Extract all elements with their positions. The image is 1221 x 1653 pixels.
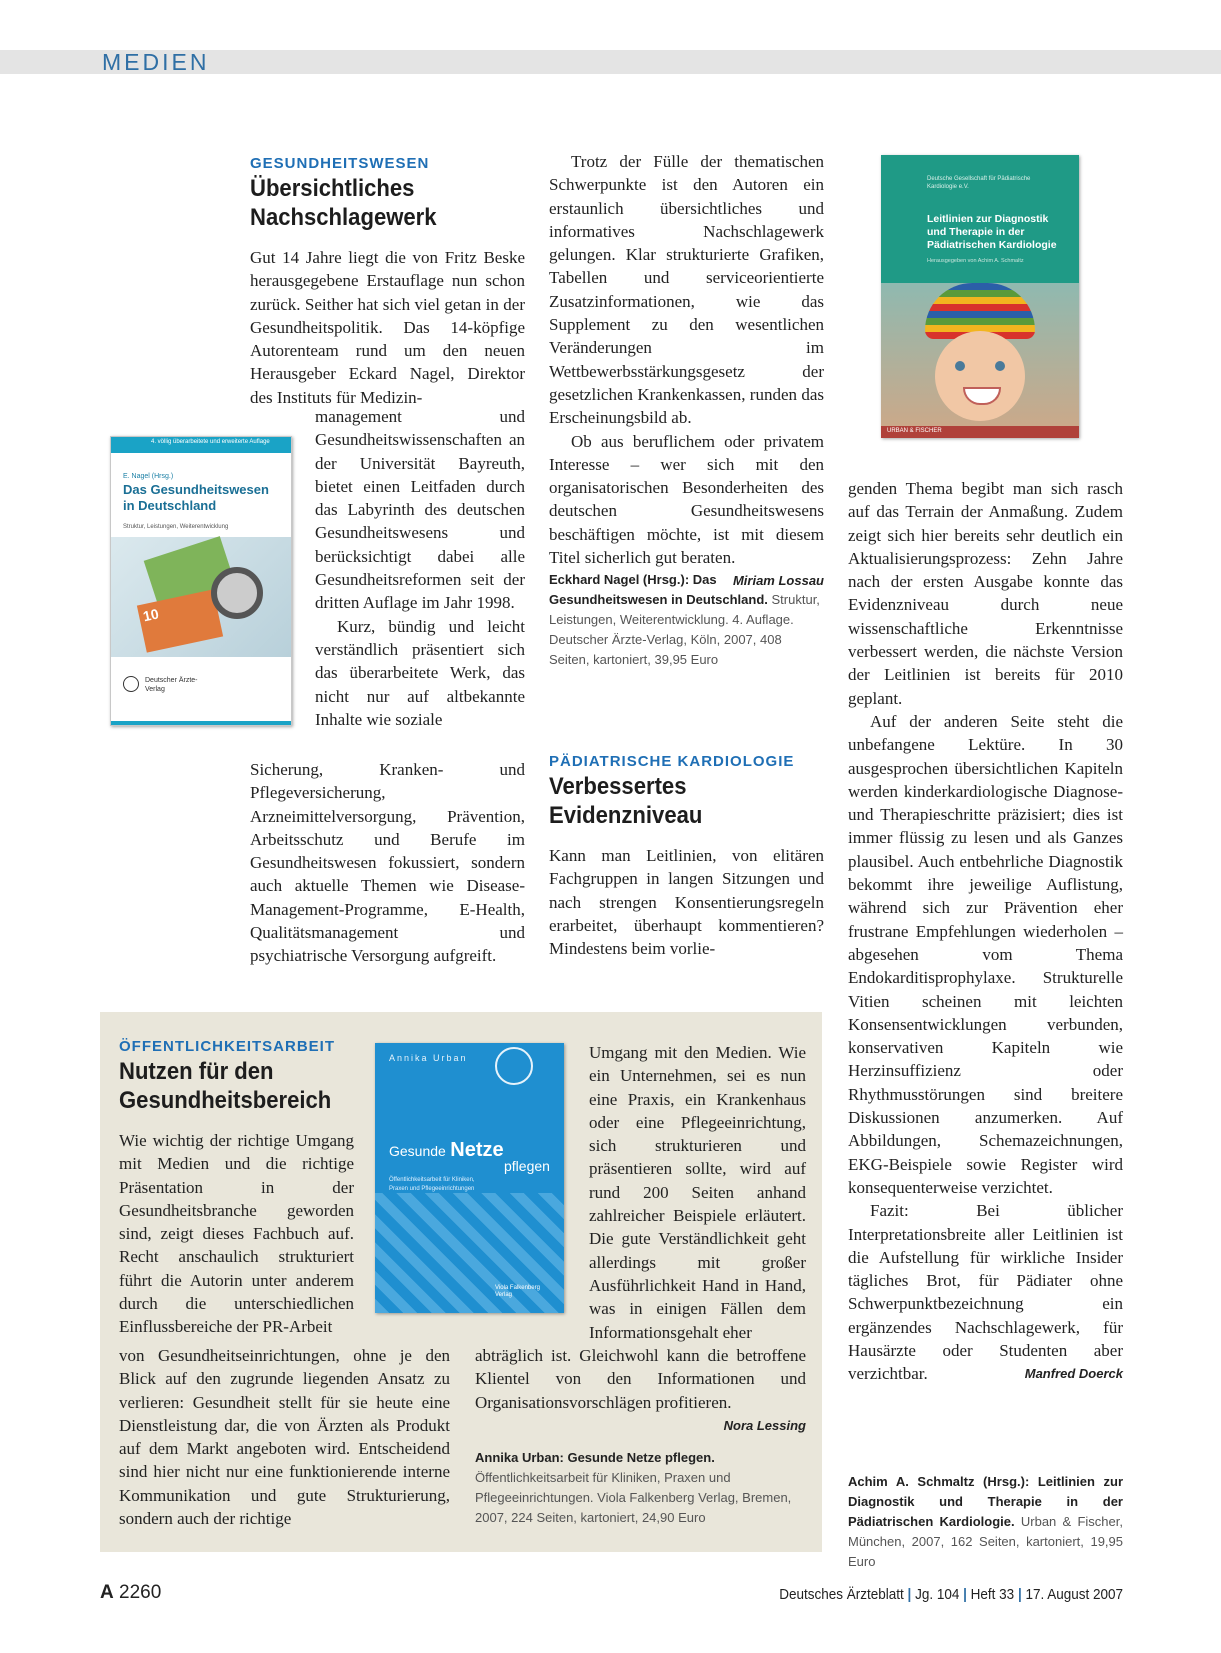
cover3-publisher: Viola Falkenberg Verlag <box>495 1285 540 1298</box>
article1-reference <box>549 570 824 670</box>
page-number-value: 2260 <box>119 1582 162 1603</box>
cover3-title-c: pflegen <box>504 1158 550 1174</box>
article1-ref-bold: Eckhard Nagel (Hrsg.): Das Gesundheitswesen in Deutschland. <box>549 572 768 607</box>
article3-para-3: Umgang mit den Medien. Wie ein Unternehmen, sei es nun eine Praxis, ein Krankenhaus oder eine Pflegeeinrichtung, sich strukturieren und präsentieren sollte, wird auf rund 200 Seiten anhand zahlreicher Beispiele erläutert. Die gute Verständlichkeit geht allerdings mit großer Ausführlichkeit Hand in Hand, was in einigen Fällen dem Informationsgehalt eher <box>589 1043 806 1342</box>
article3-ref-rest: Öffentlichkeitsarbeit für Kliniken, Praxen und Pflegeeinrichtungen. Viola Falkenberg Verlag, Bremen, 2007, 224 Seiten, kartoniert, 24,90 Euro <box>475 1470 792 1525</box>
article-oeffentlichkeitsarbeit <box>119 1038 354 1339</box>
book-cover-gesunde-netze <box>375 1043 564 1313</box>
article2-ref-bold: Achim A. Schmaltz (Hrsg.): Leitlinien zur Diagnostik und Therapie in der Pädiatrischen Kardiologie. <box>848 1474 1123 1529</box>
article1-body-b <box>315 405 525 731</box>
cover3-subtitle: Öffentlichkeitsarbeit für Kliniken, Praxen und Pflegeeinrichtungen <box>389 1177 475 1192</box>
child-eye-right <box>995 361 1005 371</box>
article1-para-6-text: Ob aus beruflichem oder privatem Interesse – wer sich mit den organisatorischen Besonderheiten des deutschen Gesundheitswesens beschäftigen möchte, ist mit diesem Titel sicherlich gut beraten. <box>549 431 824 568</box>
article3-body-c <box>589 1041 806 1344</box>
article3-body-a <box>119 1129 354 1339</box>
cover3-logo-icon <box>495 1047 533 1085</box>
article1-para-1: Gut 14 Jahre liegt die von Fritz Beske herausgegebene Erstauflage nun schon zurück. Seither hat sich viel getan in der Gesundheitspolitik. Das 14-köpfige Autorenteam rund um den neuen Herausgeber Eckard Nagel, Direktor des Instituts für Medizin- <box>250 248 525 407</box>
article-gesundheitswesen <box>250 155 525 409</box>
article3-para-2: von Gesundheitseinrichtungen, ohne je den Blick auf den zugrunde liegenden Ansatz zu verlieren: Gesundheit stellt für sie heute eine Dienstleistung dar, die von Ärzten als Produkt auf dem Markt angeboten wird. Entscheidend sind hier nicht nur eine funktionierende interne Kommunikation und gute Strukturierung, sondern auch der richtige <box>119 1346 450 1529</box>
section-label: MEDIEN <box>102 49 210 75</box>
article2-para-4 <box>848 1199 1123 1385</box>
article1-para-2: management und Gesundheitswissenschaften an der Universität Bayreuth, bietet einen Leitfaden durch das Labyrinth des deutschen Gesundheitswesens und berücksichtigt dabei alle Gesundheitsreformen seit der dritten Auflage im Jahr 1998. <box>315 407 525 613</box>
article1-kicker: GESUNDHEITSWESEN <box>250 155 430 172</box>
article1-para-6 <box>549 430 824 589</box>
journal-name: Deutsches Ärzteblatt <box>779 1586 904 1603</box>
banknote-orange: 10 <box>137 589 223 652</box>
separator-icon: | <box>1017 1586 1022 1603</box>
article2-para-3: Auf der anderen Seite steht die unbefangene Lektüre. In 30 ausgesprochen übersichtlichen Kapiteln werden kinderkardiologische Diagnose- und Therapieschritte präzisiert; dies ist immer flüssig zu lesen und als Ganzes plausibel. Auch entbehrliche Diagnostik bekommt ihre jeweilige Auflistung, während sich zur Prävention eher frustrane Empfehlungen wiederholen – abgesehen vom Thema Endokarditisprophylaxe. Strukturelle Vitien scheinen mit leichten Konsensentwicklungen verbunden, konservativen Kapiteln wie Herzinsuffizienz oder Rhythmusstörungen sind breitere Diskussionen anzumerken. Auf Abbildungen, Schemazeichnungen, EKG-Beispiele sowie Register wird konsequenterweise verzichtet. <box>848 711 1123 1197</box>
cover1-footer <box>111 662 291 725</box>
article3-ref-bold: Annika Urban: Gesunde Netze pflegen. <box>475 1450 715 1465</box>
article1-author: Miriam Lossau <box>732 573 824 589</box>
cover3-author: Annika Urban <box>389 1053 468 1063</box>
article2-para-2: genden Thema begibt man sich rasch auf das Terrain der Anmaßung. Zudem zeigt sich hier bereits sehr deutlich ein Aktualisierungsprozess: Zehn Jahre nach der ersten Ausgabe konnte das Evidenzniveau durch neue wissenschaftliche Erkenntnisse verbessert werden, die nächste Version der Leitlinien ist bereits für 2010 geplant. <box>848 479 1123 708</box>
article2-author: Manfred Doerck <box>1024 1366 1123 1382</box>
cover1-editor: E. Nagel (Hrsg.) <box>123 473 174 480</box>
publisher-logo-icon <box>123 676 139 692</box>
journal-date: 17. August 2007 <box>1025 1586 1123 1603</box>
journal-volume: Jg. 104 <box>914 1586 960 1603</box>
article2-body-a <box>549 844 824 960</box>
article3-para-1: Wie wichtig der richtige Umgang mit Medien und die richtige Präsentation in der Gesundheitsbranche geworden sind, zeigt dieses Fachbuch auf. Recht anschaulich strukturiert führt die Autorin unter anderem durch die unterschiedlichen Einflussbereiche der PR-Arbeit <box>119 1131 354 1337</box>
cover3-title <box>389 1139 564 1174</box>
cover2-society: Deutsche Gesellschaft für Pädiatrische Kardiologie e.V. <box>927 176 1031 190</box>
article1-body-d <box>250 758 525 968</box>
article3-para-4-text: abträglich ist. Gleichwohl kann die betroffene Klientel von den Informationen und Organisationsvorschlägen profitieren. <box>475 1346 806 1412</box>
article3-kicker: ÖFFENTLICHKEITSARBEIT <box>119 1038 335 1055</box>
article3-body-d <box>475 1344 806 1437</box>
article2-body-b <box>848 477 1123 1386</box>
cover2-photo <box>881 283 1079 426</box>
article1-body-a <box>250 246 525 409</box>
article2-headline: Verbessertes Evidenzniveau <box>549 773 703 829</box>
cover1-subtitle: Struktur, Leistungen, Weiterentwicklung <box>123 524 229 530</box>
article1-body-e <box>549 150 824 593</box>
cover3-title-a: Gesunde <box>389 1143 446 1159</box>
child-face <box>935 331 1025 421</box>
cover3-title-b: Netze <box>450 1139 504 1161</box>
page-prefix: A <box>100 1582 114 1603</box>
child-eye-left <box>955 361 965 371</box>
cover2-publisher: URBAN & FISCHER <box>881 426 1079 438</box>
article2-para-1: Kann man Leitlinien, von elitären Fachgruppen in langen Sitzungen und nach strengen Konsentierungsregeln erarbeitet, überhaupt kommentieren? Mindestens beim vorlie- <box>549 846 824 959</box>
article2-reference <box>848 1472 1123 1572</box>
article3-headline: Nutzen für den Gesundheitsbereich <box>119 1058 332 1114</box>
article1-para-4: Sicherung, Kranken- und Pflegeversicherung, Arzneimittelversorgung, Prävention, Arbeitsschutz und Berufe im Gesundheitswesen fokussiert, sondern auch aktuelle Themen wie Disease-Management-Programme, E-Health, Qualitätsmanagement und psychiatrische Versorgung aufgreift. <box>250 760 525 966</box>
article1-ref-rest: Struktur, Leistungen, Weiterentwicklung. 4. Auflage. Deutscher Ärzte-Verlag, Köln, 2007, 408 Seiten, kartoniert, 39,95 Euro <box>549 592 820 667</box>
article1-para-3: Kurz, bündig und leicht verständlich präsentiert sich das überarbeitete Werk, das nicht nur auf altbekannte Inhalte wie soziale <box>315 616 525 729</box>
page-number <box>100 1582 161 1604</box>
cover1-publisher: Deutscher Ärzte-Verlag <box>145 677 198 693</box>
cover1-photo <box>111 537 291 657</box>
stethoscope-icon <box>211 567 263 619</box>
article2-kicker: PÄDIATRISCHE KARDIOLOGIE <box>549 753 795 770</box>
cover1-top-strip: 4. völlig überarbeitete und erweiterte Auflage <box>111 437 291 453</box>
article2-para-4-text: Fazit: Bei üblicher Interpretationsbreite aller Leitlinien ist die Aufstellung für wirkliche Insider tägliches Brot, für Pädiater ohne Schwerpunktbezeichnung ein ergänzendes Nachschlagewerk, für Hausärzte oder Studenten aber verzichtbar. <box>848 1201 1123 1384</box>
cover2-subtitle: Herausgegeben von Achim A. Schmaltz <box>927 258 1024 264</box>
article1-para-5: Trotz der Fülle der thematischen Schwerpunkte ist den Autoren ein erstaunlich übersichtliches und informatives Nachschlagewerk gelungen. Klar strukturierte Grafiken, Tabellen und serviceorientierte Zusatzinformationen, wie das Supplement zu den wesentlichen Veränderungen im Wettbewerbsstärkungsgesetz der gesetzlichen Krankenkassen, runden das Erscheinungsbild ab. <box>549 152 824 428</box>
cover2-title: Leitlinien zur Diagnostik und Therapie in der Pädiatrischen Kardiologie <box>927 213 1057 251</box>
article2-ref-rest: Urban & Fischer, München, 2007, 162 Seiten, kartoniert, 19,95 Euro <box>848 1514 1123 1569</box>
book-cover-gesundheitswesen <box>110 436 292 726</box>
journal-issue: Heft 33 <box>970 1586 1015 1603</box>
article1-headline: Übersichtliches Nachschlagewerk <box>250 175 437 231</box>
cover1-bottom-strip <box>111 721 291 725</box>
article3-body-b <box>119 1344 450 1530</box>
article-paediatrische-kardiologie <box>549 753 824 960</box>
separator-icon: | <box>907 1586 912 1603</box>
separator-icon: | <box>963 1586 967 1603</box>
article3-reference <box>475 1448 806 1528</box>
journal-info <box>779 1586 1123 1603</box>
cover1-title: Das Gesundheitswesen in Deutschland <box>123 482 269 513</box>
book-cover-leitlinien <box>881 155 1079 438</box>
article3-author: Nora Lessing <box>723 1417 806 1433</box>
article3-para-4 <box>475 1344 806 1433</box>
